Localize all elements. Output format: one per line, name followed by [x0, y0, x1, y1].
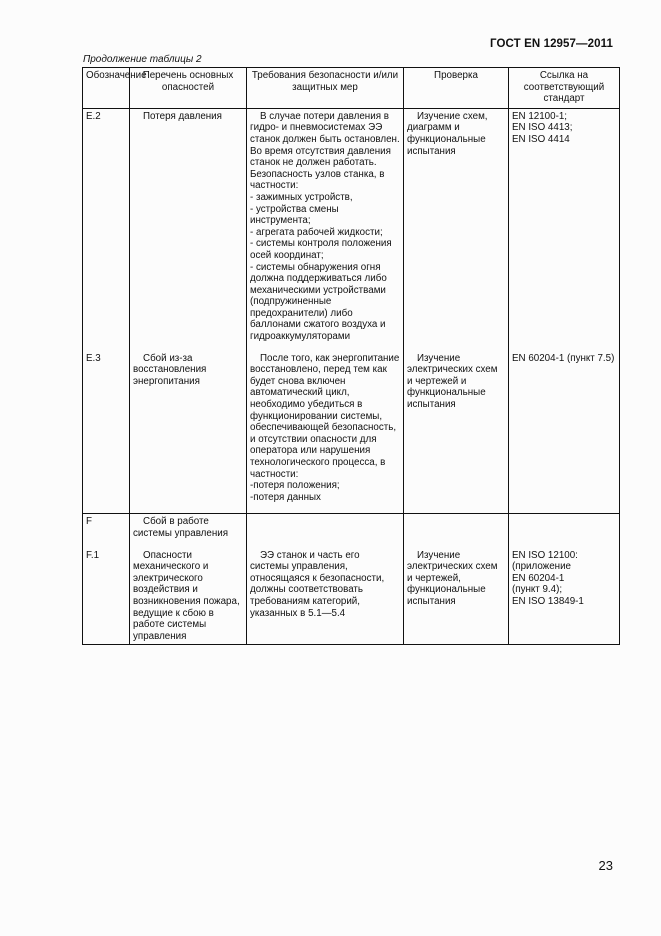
row-reference [509, 514, 620, 542]
row-requirements [247, 548, 404, 645]
table-row [83, 514, 620, 542]
row-hazard: Опасности механического и электрического воздействия и возникновения пожара, ведущие к сбою в работе системы управления [130, 548, 247, 645]
row-code: F.1 [86, 549, 100, 561]
reference-line: EN ISO 12100:(приложение [512, 549, 578, 573]
reference-line: (пункт 9.4); [512, 584, 563, 596]
row-requirements [247, 108, 404, 344]
row-verification: Изучение схем, диаграмм и функциональные испытания [404, 108, 509, 344]
reference-line: EN ISO 4413; [512, 122, 573, 134]
requirement-line: -потеря положения; [250, 480, 340, 492]
table-row [83, 548, 620, 645]
row-hazard: Потеря давления [130, 108, 247, 344]
row-reference [509, 548, 620, 645]
requirement-line: - агрегата рабочей жидкости; [250, 226, 383, 238]
requirement-line: ЭЭ станок и часть его системы управления, относящаяся к безопасности, должны соответствовать требованиям категорий, указанных в 5.1—5.4 [250, 549, 385, 619]
row-hazard: Сбой из-за восстановления энергопитания [130, 351, 247, 506]
requirement-line: - системы контроля положения осей координат; [250, 238, 392, 261]
requirement-line: - системы обнаружения огня должна поддерживаться либо механическими устройствами (подпружиненные предохранители) либо баллонами сжатого воздуха и гидроаккумуляторами [250, 261, 387, 343]
row-verification [404, 514, 509, 542]
table-header-row [83, 68, 620, 109]
column-header: Ссылка на соответствующий стандарт [509, 68, 620, 109]
row-hazard: Сбой в работе системы управления [130, 514, 247, 542]
requirement-line: - зажимных устройств, [250, 191, 353, 203]
hazards-table [82, 67, 620, 645]
standard-designation: ГОСТ EN 12957—2011 [490, 38, 613, 50]
reference-line: EN 60204-1 [512, 572, 565, 584]
table-row [83, 351, 620, 506]
row-code: E.3 [86, 352, 101, 364]
reference-line: EN 12100-1; [512, 110, 568, 122]
requirement-line: После того, как энергопитание восстановлено, перед тем как будет снова включен автоматический цикл, необходимо убедиться в функционировании системы, обеспечивающей безопасность, и отсутствии опасности для оператора или нарушения технологического процесса, в частности: [250, 352, 400, 480]
row-spacer [83, 505, 620, 514]
row-verification: Изучение электрических схем и чертежей, функциональные испытания [404, 548, 509, 645]
reference-line: EN 60204-1 (пункт 7.5) [512, 352, 615, 364]
row-verification: Изучение электрических схем и чертежей и функциональные испытания [404, 351, 509, 506]
row-code: E.2 [86, 110, 101, 122]
page-number: 23 [598, 858, 613, 873]
row-code: F [83, 514, 130, 542]
reference-line: EN ISO 4414 [512, 133, 570, 145]
column-header: Требования безопасности и/или защитных мер [247, 68, 404, 109]
column-header: Перечень основных опасностей [130, 68, 247, 109]
row-reference [509, 108, 620, 344]
requirement-line: В случае потери давления в гидро- и пневмосистемах ЭЭ станок должен быть остановлен. Во время отсутствия давления станок не должен работать. Безопасность узлов станка, в частности: [250, 110, 400, 192]
table-continuation-caption: Продолжение таблицы 2 [83, 54, 202, 65]
column-header: Обозначение [83, 68, 130, 109]
row-reference [509, 351, 620, 506]
row-requirements [247, 514, 404, 542]
requirement-line: - устройства смены инструмента; [250, 203, 339, 227]
requirement-line: -потеря данных [250, 491, 321, 503]
row-requirements [247, 351, 404, 506]
reference-line: EN ISO 13849-1 [512, 595, 584, 607]
column-header: Проверка [404, 68, 509, 109]
table-row [83, 108, 620, 344]
